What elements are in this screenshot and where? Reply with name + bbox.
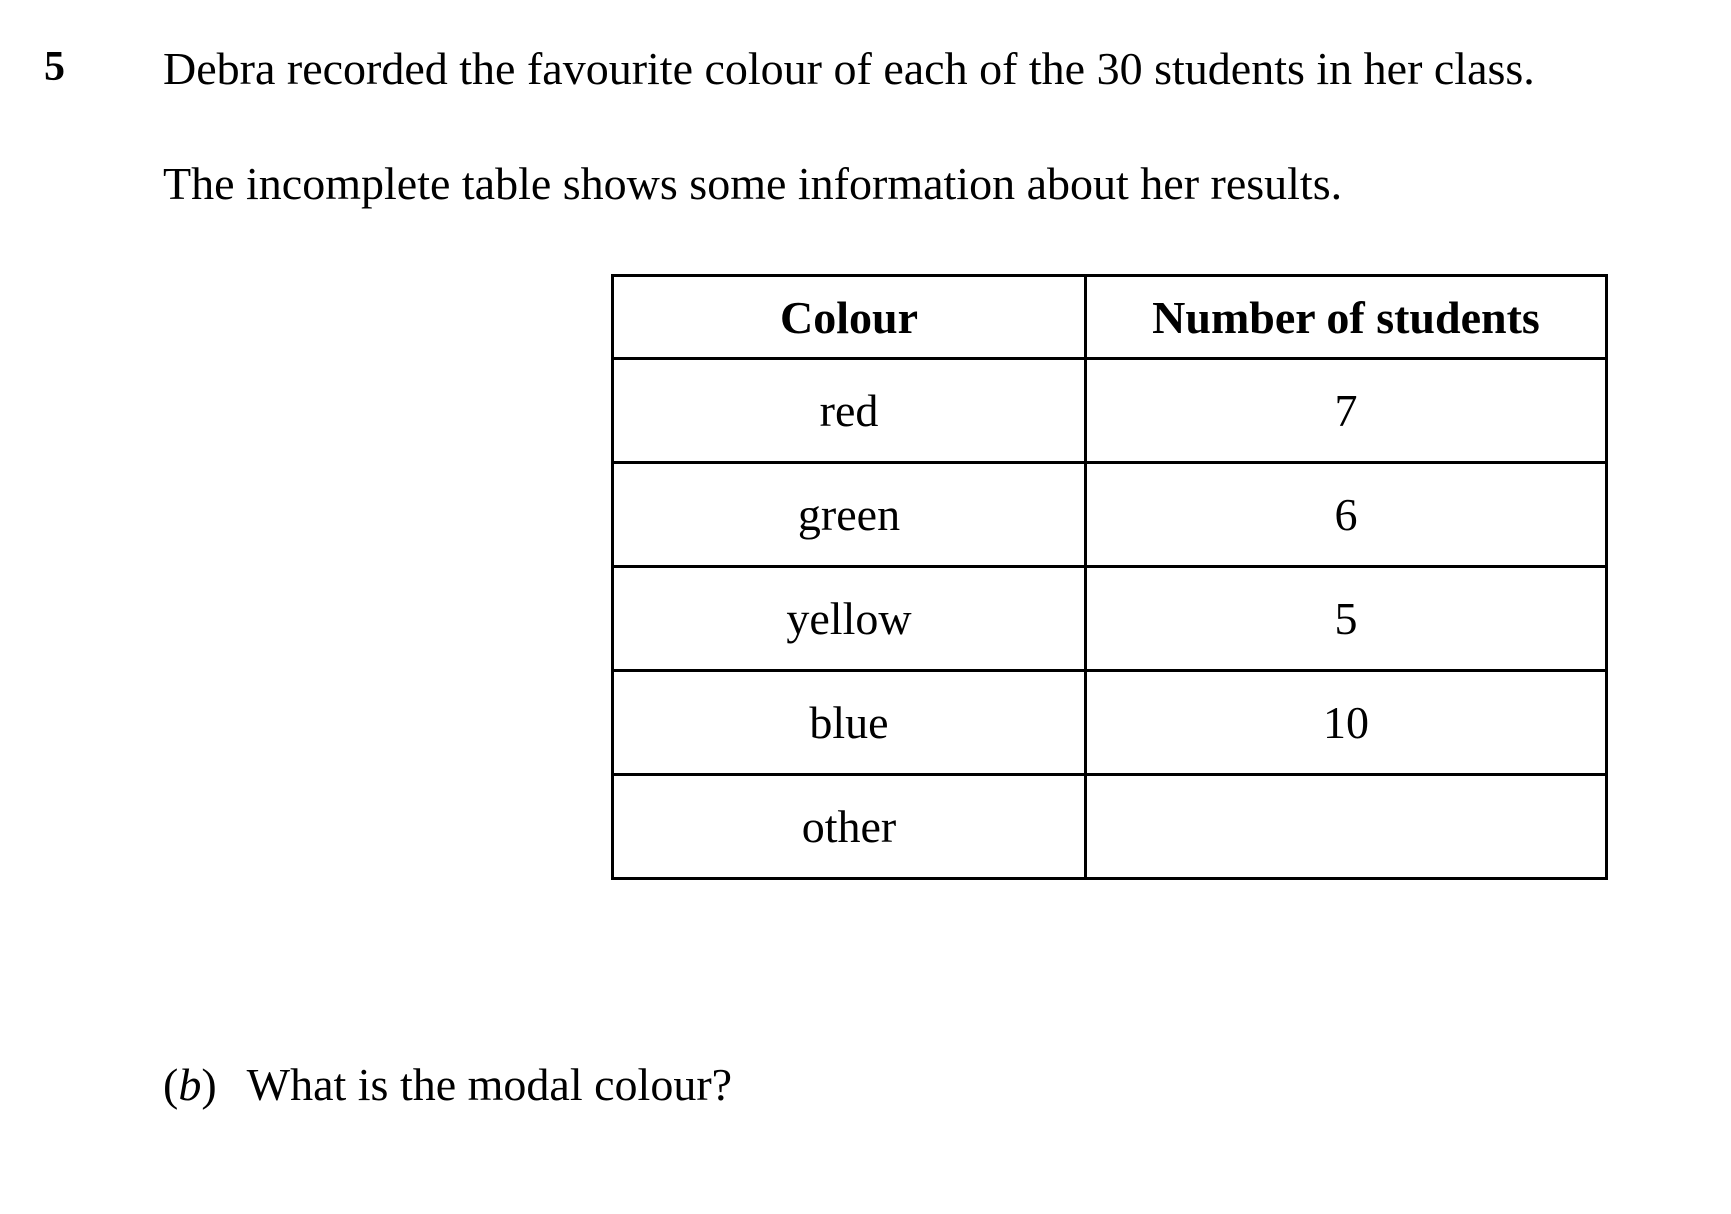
cell-colour: other — [613, 775, 1086, 879]
part-b-label: b — [178, 1059, 202, 1110]
results-table — [611, 274, 1608, 880]
cell-count: 10 — [1086, 671, 1607, 775]
cell-count: 5 — [1086, 567, 1607, 671]
part-b-text: What is the modal colour? — [246, 1059, 733, 1110]
table-row — [613, 671, 1607, 775]
cell-colour: yellow — [613, 567, 1086, 671]
cell-colour: green — [613, 463, 1086, 567]
table-row — [613, 775, 1607, 879]
cell-colour: red — [613, 359, 1086, 463]
table-row — [613, 463, 1607, 567]
table-header-row — [613, 276, 1607, 359]
table-row — [613, 359, 1607, 463]
part-b-question — [163, 1059, 733, 1110]
part-b-close-paren: ) — [201, 1059, 217, 1110]
part-b-open-paren: ( — [163, 1059, 179, 1110]
table-caption: The incomplete table shows some information about her results. — [163, 158, 1343, 209]
cell-colour: blue — [613, 671, 1086, 775]
header-number-of-students: Number of students — [1086, 276, 1607, 359]
question-number: 5 — [44, 44, 65, 90]
header-colour: Colour — [613, 276, 1086, 359]
cell-count-empty — [1086, 775, 1607, 879]
cell-count: 7 — [1086, 359, 1607, 463]
cell-count: 6 — [1086, 463, 1607, 567]
table-row — [613, 567, 1607, 671]
question-intro: Debra recorded the favourite colour of each of the 30 students in her class. — [163, 43, 1535, 94]
